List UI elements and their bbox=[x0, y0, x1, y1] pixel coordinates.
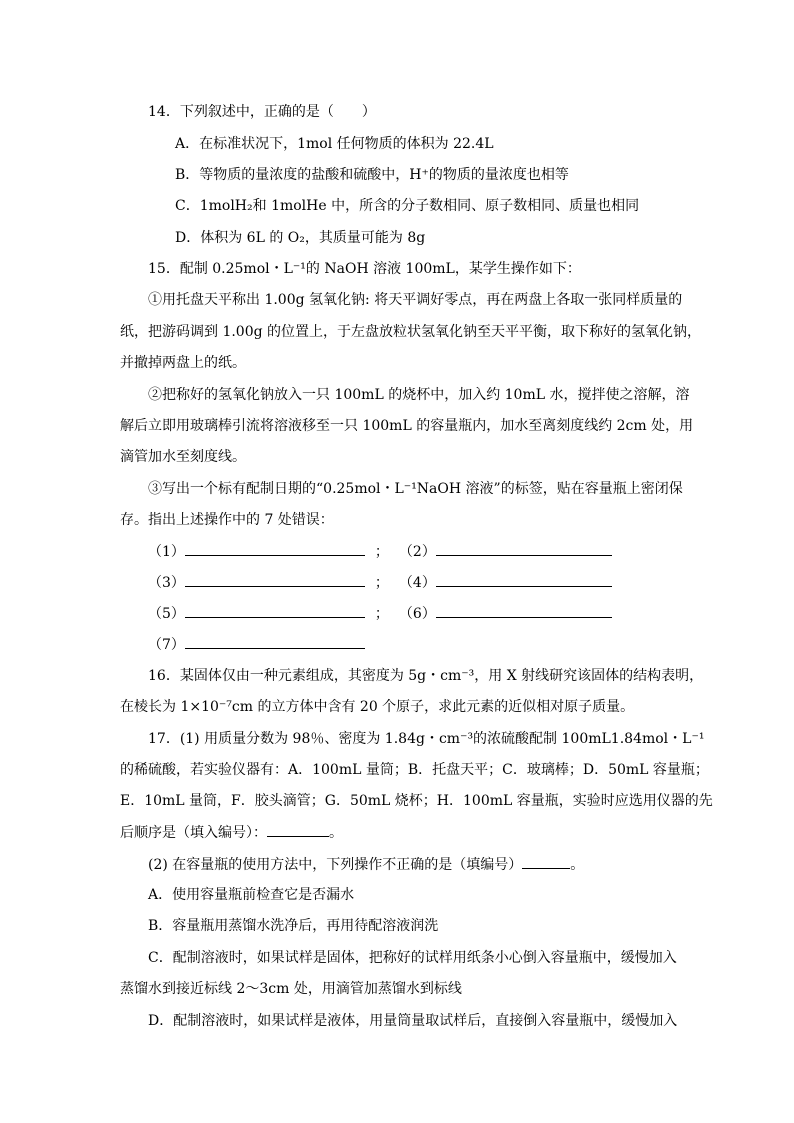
q15-blank-row-1 bbox=[148, 541, 612, 562]
q15-para1-line3: 并撤掉两盘上的纸。 bbox=[120, 355, 246, 371]
blank-label-7: （7） bbox=[148, 637, 185, 653]
separator: ； bbox=[374, 544, 389, 560]
answer-blank-q17-1[interactable] bbox=[267, 822, 329, 837]
q17-part1-prompt: 后顺序是（填入编号）： bbox=[120, 825, 267, 841]
q17-option-b: B．容量瓶用蒸馏水洗净后，再用待配溶液润洗 bbox=[148, 918, 439, 934]
blank-label-6: （6） bbox=[398, 606, 436, 622]
q14-stem: 14．下列叙述中，正确的是（ ） bbox=[148, 104, 376, 120]
blank-label-4: （4） bbox=[398, 575, 436, 591]
separator: ； bbox=[374, 606, 389, 622]
q15-para2-line3: 滴管加水至刻度线。 bbox=[120, 449, 246, 465]
blank-label-3: （3） bbox=[148, 575, 185, 591]
answer-blank-5[interactable] bbox=[185, 603, 365, 618]
q17-part2-stem bbox=[148, 854, 584, 875]
q17-part2-prompt: (2) 在容量瓶的使用方法中，下列操作不正确的是（填编号） bbox=[148, 857, 523, 873]
blank-label-5: （5） bbox=[148, 606, 185, 622]
q17-part1-line3: E．10mL 量筒，F．胶头滴管；G．50mL 烧杯；H．100mL 容量瓶，实验时应选用仪器的先 bbox=[120, 793, 713, 809]
q15-para2-line2: 解后立即用玻璃棒引流将溶液移至一只 100mL 的容量瓶内，加水至离刻度线约 2cm 处，用 bbox=[120, 418, 694, 434]
q17-part1-line1: 17．(1) 用质量分数为 98％、密度为 1.84g・cm⁻³的浓硫酸配制 100mL1.84mol・L⁻¹ bbox=[148, 731, 705, 747]
q17-option-c-line2: 蒸馏水到接近标线 2～3cm 处，用滴管加蒸馏水到标线 bbox=[120, 981, 462, 997]
q17-part1-line4 bbox=[120, 822, 343, 843]
q15-blank-row-3 bbox=[148, 603, 612, 624]
q16-line1: 16．某固体仅由一种元素组成，其密度为 5g・cm⁻³，用 X 射线研究该固体的结构表明， bbox=[148, 668, 704, 684]
answer-blank-q17-2[interactable] bbox=[522, 854, 570, 869]
answer-blank-3[interactable] bbox=[185, 572, 365, 587]
q14-option-a: A．在标准状况下，1mol 任何物质的体积为 22.4L bbox=[175, 136, 494, 152]
answer-blank-2[interactable] bbox=[436, 541, 612, 556]
q17-option-d-line1: D．配制溶液时，如果试样是液体，用量筒量取试样后，直接倒入容量瓶中，缓慢加入 bbox=[148, 1013, 678, 1029]
q15-para1-line1: ①用托盘天平称出 1.00g 氢氧化钠: 将天平调好零点，再在两盘上各取一张同样质量的 bbox=[148, 292, 683, 308]
q14-option-b: B．等物质的量浓度的盐酸和硫酸中，H⁺的物质的量浓度也相等 bbox=[175, 167, 569, 183]
q17-option-a: A．使用容量瓶前检查它是否漏水 bbox=[148, 887, 355, 903]
separator: ； bbox=[374, 575, 389, 591]
blank-label-2: （2） bbox=[398, 544, 436, 560]
q15-blank-row-2 bbox=[148, 572, 612, 593]
q15-para3-line2: 存。指出上述操作中的 7 处错误： bbox=[120, 512, 334, 528]
q16-line2: 在棱长为 1×10⁻⁷cm 的立方体中含有 20 个原子，求此元素的近似相对原子质量。 bbox=[120, 699, 635, 715]
period: 。 bbox=[329, 825, 343, 841]
q15-para2-line1: ②把称好的氢氧化钠放入一只 100mL 的烧杯中，加入约 10mL 水，搅拌使之溶解，溶 bbox=[148, 387, 690, 403]
q14-option-d: D．体积为 6L 的 O₂，其质量可能为 8g bbox=[175, 230, 426, 246]
q17-option-c-line1: C．配制溶液时，如果试样是固体，把称好的试样用纸条小心倒入容量瓶中，缓慢加入 bbox=[148, 950, 677, 966]
q15-blank-row-4 bbox=[148, 634, 365, 655]
q15-para3-line1: ③写出一个标有配制日期的“0.25mol・L⁻¹NaOH 溶液”的标签，贴在容量瓶上密闭保 bbox=[148, 481, 683, 497]
blank-label-1: （1） bbox=[148, 544, 185, 560]
q14-option-c: C．1molH₂和 1molHe 中，所含的分子数相同、原子数相同、质量也相同 bbox=[175, 198, 640, 214]
period: 。 bbox=[570, 857, 585, 873]
answer-blank-7[interactable] bbox=[185, 634, 365, 649]
q15-para1-line2: 纸，把游码调到 1.00g 的位置上，于左盘放粒状氢氧化钠至天平平衡，取下称好的氢氧化钠， bbox=[120, 324, 702, 340]
answer-blank-1[interactable] bbox=[185, 541, 365, 556]
answer-blank-4[interactable] bbox=[436, 572, 612, 587]
answer-blank-6[interactable] bbox=[436, 603, 612, 618]
q15-stem: 15．配制 0.25mol・L⁻¹的 NaOH 溶液 100mL，某学生操作如下： bbox=[148, 261, 581, 277]
q17-part1-line2: 的稀硫酸，若实验仪器有：A．100mL 量筒；B．托盘天平；C．玻璃棒；D．50mL 容量瓶； bbox=[120, 762, 709, 778]
